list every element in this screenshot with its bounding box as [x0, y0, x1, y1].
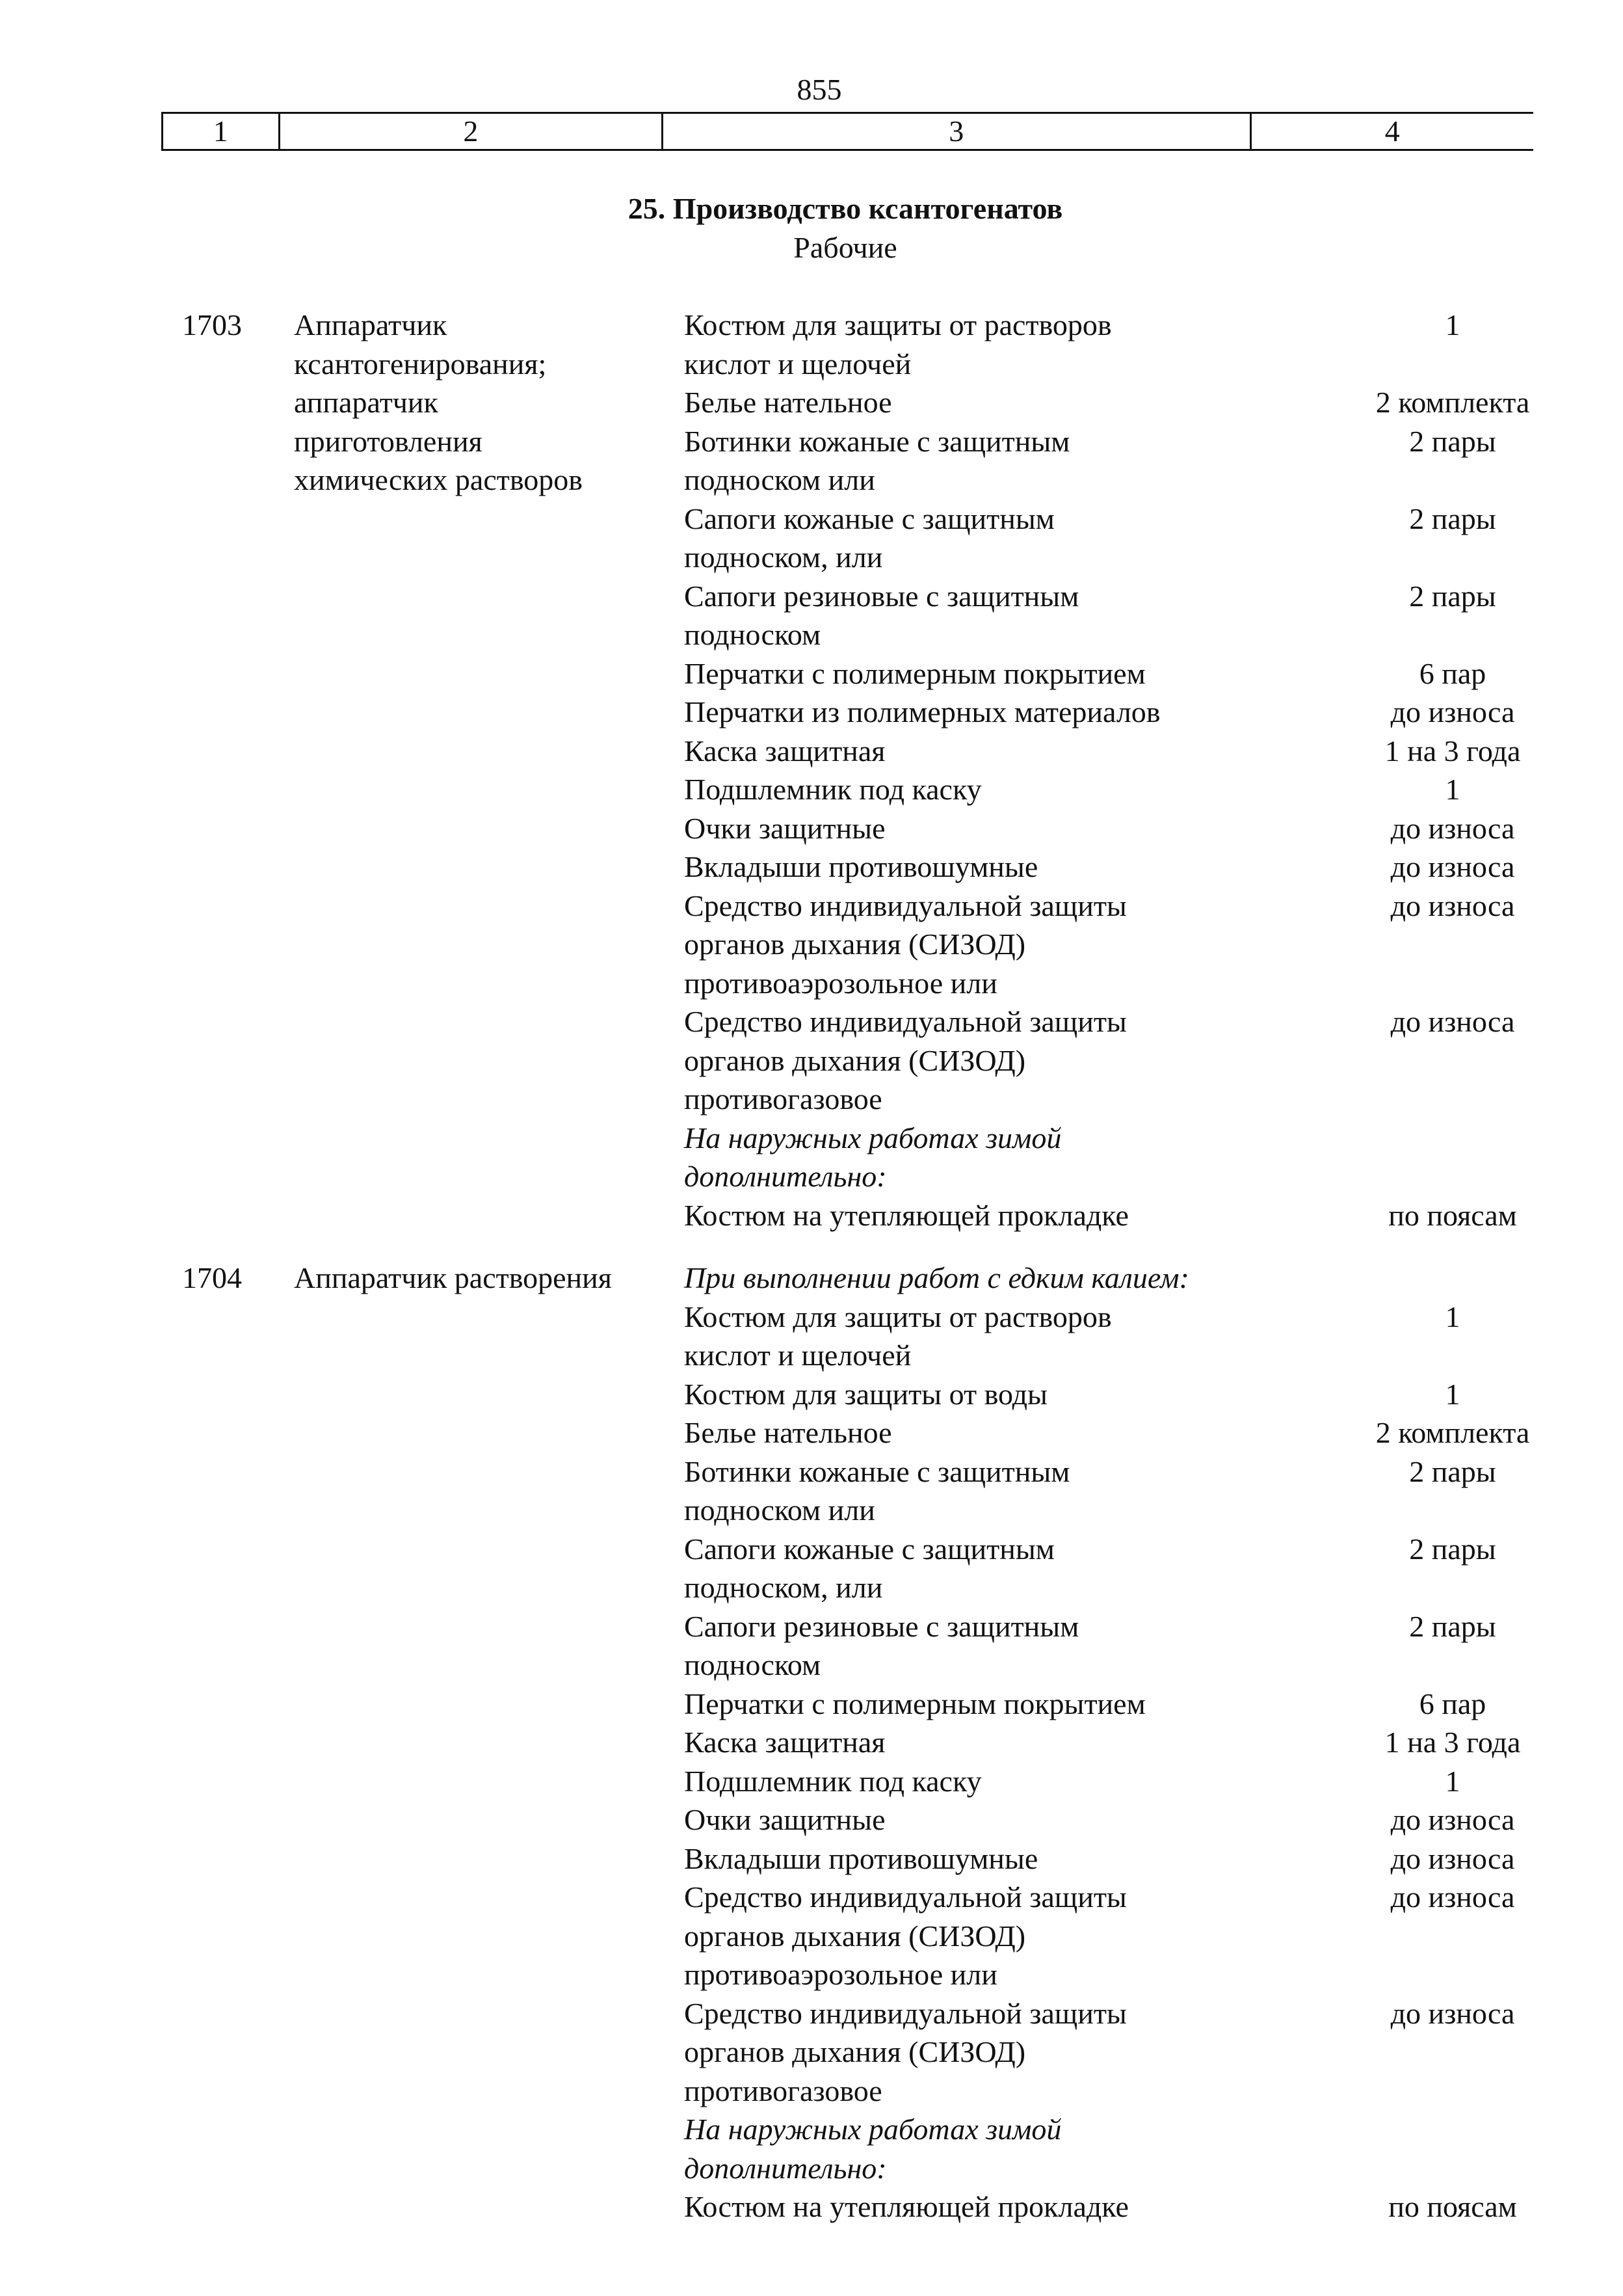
ppe-item-row	[684, 693, 1515, 732]
ppe-issue-norm: 2 пары	[1409, 424, 1496, 458]
ppe-issue-norm: до износа	[1390, 888, 1515, 922]
ppe-item-row	[684, 732, 1521, 771]
ppe-item-name: Костюм на утепляющей прокладке	[684, 2190, 1129, 2223]
ppe-issue-norm: до износа	[1390, 1803, 1515, 1836]
ppe-item-row	[684, 1196, 1517, 1235]
ppe-item-name: Ботинки кожаные с защитным подноском или	[684, 424, 1070, 496]
ppe-issue-norm: до износа	[1390, 1005, 1515, 1038]
ppe-item-name: Средство индивидуальной защиты органов дыхания (СИЗОД) противоаэрозольное или	[684, 888, 1127, 1000]
ppe-item-name: Средство индивидуальной защиты органов дыхания (СИЗОД) противоаэрозольное или	[684, 1880, 1127, 1991]
ppe-issue-norm: по поясам	[1388, 2190, 1517, 2223]
ppe-issue-norm: до износа	[1390, 695, 1515, 728]
ppe-item-row	[684, 1994, 1515, 2111]
ppe-item-name: Белье нательное	[684, 386, 892, 419]
ppe-item-name: Сапоги резиновые с защитным подноском	[684, 1609, 1079, 1681]
ppe-item-row	[684, 1878, 1515, 1994]
ppe-item-name: Средство индивидуальной защиты органов дыхания (СИЗОД) противогазовое	[684, 1005, 1127, 1115]
entry-code: 1704	[182, 1261, 242, 1294]
ppe-issue-norm: 1	[1445, 308, 1460, 341]
ppe-item-row	[684, 1685, 1486, 1724]
ppe-item-row	[684, 2110, 1295, 2187]
column-header-4: 4	[1384, 114, 1400, 148]
ppe-issue-norm: 1	[1445, 1377, 1460, 1411]
ppe-item-name: Вкладыши противошумные	[684, 1841, 1038, 1875]
ppe-issue-norm: 2 пары	[1409, 1454, 1496, 1488]
ppe-item-row	[684, 383, 1530, 422]
ppe-item-row	[684, 1530, 1496, 1607]
ppe-item-name: Сапоги резиновые с защитным подноском	[684, 579, 1079, 651]
ppe-issue-norm: 2 пары	[1409, 1532, 1496, 1566]
profession-line: Аппаратчик растворения	[294, 1261, 612, 1294]
ppe-item-row	[684, 1607, 1496, 1685]
ppe-item-name: Каска защитная	[684, 734, 886, 768]
profession-name	[294, 1259, 671, 1298]
ppe-item-row	[684, 422, 1496, 500]
ppe-item-name: Перчатки с полимерным покрытием	[684, 656, 1146, 690]
ppe-item-row	[684, 306, 1460, 383]
ppe-issue-norm: 1	[1445, 773, 1460, 806]
ppe-issue-norm: до износа	[1390, 850, 1515, 883]
entry-code: 1703	[182, 308, 242, 341]
ppe-issue-norm: 1 на 3 года	[1384, 1726, 1521, 1759]
profession-name	[294, 306, 671, 500]
ppe-item-name: Вкладыши противошумные	[684, 850, 1038, 883]
ppe-item-name: Каска защитная	[684, 1726, 886, 1759]
ppe-condition-note: На наружных работах зимой дополнительно:	[684, 2113, 1062, 2185]
ppe-item-name: Костюм для защиты от воды	[684, 1377, 1048, 1411]
ppe-item-row	[684, 2187, 1517, 2226]
ppe-item-row	[684, 887, 1515, 1003]
ppe-issue-norm: до износа	[1390, 1880, 1515, 1914]
ppe-item-name: Очки защитные	[684, 811, 886, 845]
ppe-condition-note: На наружных работах зимой дополнительно:	[684, 1121, 1062, 1193]
ppe-item-row	[684, 500, 1496, 577]
ppe-issue-norm: 2 пары	[1409, 1609, 1496, 1643]
ppe-issue-norm: 1 на 3 года	[1384, 734, 1521, 768]
ppe-item-row	[684, 1839, 1515, 1878]
ppe-item-name: Сапоги кожаные с защитным подноском, или	[684, 1532, 1055, 1604]
ppe-item-row	[684, 770, 1460, 809]
ppe-issue-norm: 6 пар	[1419, 1687, 1486, 1720]
ppe-item-row	[684, 1259, 1295, 1298]
column-header-3: 3	[663, 114, 1252, 149]
ppe-issue-norm: до износа	[1390, 811, 1515, 845]
ppe-item-row	[684, 1762, 1460, 1801]
ppe-issue-norm: 2 комплекта	[1375, 1416, 1530, 1449]
profession-line: приготовления	[294, 424, 482, 458]
ppe-issue-norm: 2 пары	[1409, 501, 1496, 535]
ppe-item-name: Подшлемник под каску	[684, 773, 982, 806]
ppe-items-list	[684, 1259, 1530, 2226]
ppe-item-row	[684, 577, 1496, 654]
ppe-item-row	[684, 654, 1486, 693]
ppe-issue-norm: 2 комплекта	[1375, 386, 1530, 419]
column-header-row	[161, 112, 1533, 151]
ppe-item-row	[684, 1413, 1530, 1452]
profession-line: ксантогенирования;	[294, 347, 547, 380]
ppe-item-name: Костюм на утепляющей прокладке	[684, 1198, 1129, 1232]
ppe-item-name: Костюм для защиты от растворов кислот и щелочей	[684, 308, 1112, 380]
ppe-issue-norm: до износа	[1390, 1841, 1515, 1875]
column-header-2: 2	[280, 114, 663, 149]
ppe-item-row	[684, 1002, 1515, 1119]
ppe-item-row	[684, 809, 1515, 848]
ppe-item-name: Белье нательное	[684, 1416, 892, 1449]
profession-line: Аппаратчик	[294, 308, 447, 341]
ppe-issue-norm: 2 пары	[1409, 579, 1496, 613]
ppe-item-row	[684, 1723, 1521, 1762]
profession-line: аппаратчик	[294, 386, 438, 419]
ppe-item-name: Костюм для защиты от растворов кислот и щелочей	[684, 1300, 1112, 1372]
ppe-condition-note: При выполнении работ с едким калием:	[684, 1261, 1189, 1294]
section-subtitle: Рабочие	[793, 231, 897, 264]
ppe-item-name: Перчатки из полимерных материалов	[684, 695, 1161, 728]
profession-line: химических растворов	[294, 463, 583, 496]
ppe-issue-norm: по поясам	[1388, 1198, 1517, 1232]
ppe-issue-norm: 1	[1445, 1300, 1460, 1333]
ppe-issue-norm: 6 пар	[1419, 656, 1486, 690]
section-title: 25. Производство ксантогенатов	[627, 192, 1063, 225]
page-number: 855	[797, 73, 842, 106]
ppe-item-row	[684, 1298, 1460, 1375]
ppe-issue-norm: 1	[1445, 1764, 1460, 1798]
ppe-item-name: Средство индивидуальной защиты органов дыхания (СИЗОД) противогазовое	[684, 1996, 1127, 2107]
ppe-issue-norm: до износа	[1390, 1996, 1515, 2030]
ppe-item-row	[684, 848, 1515, 887]
ppe-item-name: Подшлемник под каску	[684, 1764, 982, 1798]
ppe-item-name: Перчатки с полимерным покрытием	[684, 1687, 1146, 1720]
ppe-item-row	[684, 1119, 1295, 1196]
ppe-item-row	[684, 1452, 1496, 1530]
ppe-item-name: Сапоги кожаные с защитным подноском, или	[684, 501, 1055, 574]
ppe-items-list	[684, 306, 1530, 1235]
ppe-item-name: Очки защитные	[684, 1803, 886, 1836]
column-header-1: 1	[163, 114, 280, 149]
ppe-item-row	[684, 1800, 1515, 1839]
ppe-item-name: Ботинки кожаные с защитным подноском или	[684, 1454, 1070, 1527]
ppe-item-row	[684, 1375, 1460, 1414]
